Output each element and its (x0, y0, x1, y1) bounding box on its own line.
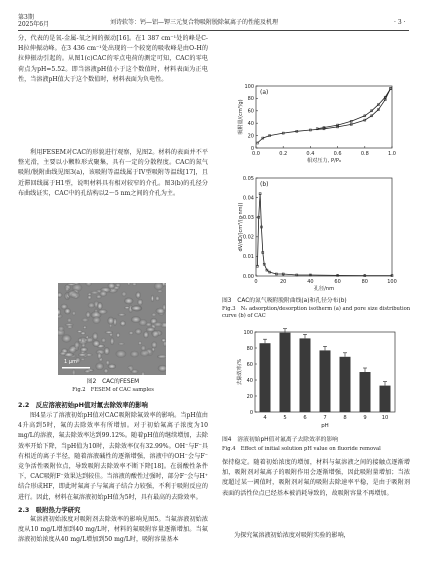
sem-particle (86, 311, 91, 318)
sem-particle (78, 353, 87, 357)
y-axis-label: dV/dD/(cm³/(g·nm)) (238, 202, 244, 252)
bar (320, 350, 331, 412)
sem-particle (161, 338, 166, 342)
x-axis-label: 相对压力, P/P₀ (306, 158, 342, 164)
bar (260, 343, 271, 412)
sem-particle (77, 330, 83, 333)
y-tick-label: 100 (243, 329, 253, 336)
sem-particle (116, 350, 127, 358)
sem-particle (100, 291, 108, 297)
y-tick-label: 0.01 (242, 254, 254, 261)
running-title: 刘诗软等：钙—铝—钾三元复合物吸附脱除氟离子的性能及机理 (110, 19, 279, 26)
sem-particle (98, 309, 108, 314)
sem-particle (136, 292, 141, 299)
x-tick-label: 0 (254, 279, 258, 285)
y-tick-label: 20 (247, 133, 254, 140)
sem-particle (97, 302, 102, 310)
sem-particle (138, 341, 142, 345)
sem-particle (110, 337, 114, 345)
sem-particle (104, 347, 110, 355)
sem-particle (135, 329, 142, 335)
issue-date: 2025年6月 (18, 21, 50, 28)
sem-particle (107, 317, 114, 325)
x-tick-label: 10 (381, 415, 389, 421)
panel-label: (a) (260, 89, 269, 96)
sem-particle (124, 306, 130, 309)
x-tick-label: 0.6 (333, 151, 342, 157)
sem-particle (151, 313, 156, 317)
sem-particle (140, 350, 149, 357)
sem-particle (129, 331, 134, 335)
sem-particle (120, 321, 126, 327)
x-tick-label: 7 (323, 415, 327, 421)
x-tick-label: 40 (307, 279, 314, 285)
y-tick-label: 40 (247, 121, 254, 127)
y-tick-label: 0 (249, 409, 253, 416)
y-tick-label: 80 (247, 96, 254, 103)
bar (360, 372, 371, 412)
sem-particle (131, 316, 141, 323)
figure-caption-en: Fig.2 FESEM of CAC samples (72, 387, 154, 393)
x-tick-label: 60 (334, 279, 341, 285)
sem-particle (106, 360, 110, 365)
isotherm-chart (222, 80, 402, 168)
x-axis-label: 孔径/nm (313, 286, 335, 292)
y-tick-label: 0.04 (242, 195, 254, 202)
y-axis-label: 去除效率/% (237, 358, 243, 386)
x-tick-label: 0.2 (279, 151, 288, 157)
sem-particle (157, 290, 163, 293)
x-tick-label: 6 (303, 415, 307, 421)
page-number: · 3 · (394, 19, 406, 26)
sem-particle (143, 331, 148, 338)
figure-caption-cn: 图3 CAC的氮气吸附脱附曲线(a)和孔径分布(b) (222, 298, 347, 304)
sem-particle (151, 295, 154, 302)
sem-particle (83, 326, 87, 329)
y-tick-label: 0 (250, 145, 254, 152)
sem-particle (153, 322, 163, 327)
sem-particle (58, 326, 64, 332)
sem-particle (91, 291, 99, 294)
y-tick-label: 80 (246, 345, 253, 352)
body-paragraph: 利用FESEM对CAC的形貌进行观察，见图2。材料的表面并不平整光滑，主要以小颗粒形式聚集，具有一定的分散程度。CAC的氮气吸附/脱附曲线见图3(a)，该吸附等温线属于IV型吸附等温线[17]，且近滞回线属于H1型，说明材料具有相对较窄的介孔。图3(b)的孔径分布曲线证实，CAC中的孔结构以2～5 nm之间的介孔为主。 (18, 149, 208, 197)
sem-particle (71, 292, 81, 298)
sem-particle (137, 299, 143, 306)
y-tick-label: 40 (246, 377, 253, 384)
sem-image (58, 283, 166, 375)
sem-particle (80, 347, 88, 352)
x-tick-label: 5 (283, 415, 287, 421)
sem-particle (88, 302, 95, 308)
sem-particle (81, 358, 85, 361)
pore-size-chart (222, 172, 402, 297)
sem-particle (95, 363, 104, 371)
bar (340, 357, 351, 412)
x-axis-label: pH (321, 423, 329, 429)
ph-bar-chart (225, 326, 405, 434)
x-tick-label: 80 (361, 279, 368, 285)
y-tick-label: 60 (246, 361, 253, 368)
sem-particle (118, 342, 125, 345)
y-tick-label: 0.05 (242, 175, 254, 182)
sem-particle (130, 351, 139, 358)
sem-particle (146, 327, 155, 332)
figure-caption-en: Fig.3 N₂ adsorption/desorption isotherm (a) and pore size distribution curve (b) of CAC (222, 306, 411, 319)
sem-particle (61, 304, 68, 310)
sem-particle (101, 338, 106, 343)
section-heading: 2.3 吸附热力学研究 (18, 506, 81, 514)
sem-particle (65, 323, 74, 326)
figure-caption-cn: 图2 CAC的FESEM (86, 379, 140, 385)
sem-particle (87, 295, 91, 299)
body-paragraph: 分，代表的是氧-金属-氧之间的振动[16]。在1 387 cm⁻¹处的峰是C-H拉伸振动峰。在3 436 cm⁻¹处出现的一个较宽的吸收峰是由O-H的拉伸振动引起的。从图1(c)CAC的零点电荷的测定可知，CAC的零电荷点为pH=5.52。即当溶液pH值小于这个数值时，材料表面为正电性，当溶液pH值大于这个数值时，材料表面为负电性。 (18, 35, 208, 83)
sem-particle (67, 318, 72, 323)
sem-particle (67, 326, 73, 328)
figure-caption-en: Fig.4 Effect of initial solution pH value on fluoride removal (222, 446, 381, 452)
sem-particle (122, 291, 127, 296)
body-paragraph: 保持稳定。随着初始浓度的增加，材料与氟溶液之间的接触点逐渐增加，吸附剂对氟离子的吸附作用会逐渐增强，因此吸附量增加；当浓度超过某一阈值时，吸附剂对氟的吸附去除速率平稳，是由于吸附剂表面的活性位点已经基本被消耗导致的，故吸附容量不再增加。 (222, 459, 410, 497)
sem-particle (82, 318, 89, 322)
sem-particle (84, 339, 88, 342)
bar (280, 333, 291, 412)
y-tick-label: 0.00 (242, 273, 254, 280)
sem-particle (65, 287, 69, 291)
section-heading: 2.2 反应溶液初始pH值对氟去除效率的影响 (18, 401, 148, 409)
sem-particle (129, 365, 133, 372)
x-tick-label: 1.0 (388, 151, 396, 157)
bar (300, 338, 311, 412)
sem-particle (155, 296, 159, 301)
x-tick-label: 20 (280, 279, 287, 285)
scale-bar-label: 1 μm (64, 359, 77, 365)
sem-particle (84, 370, 91, 373)
series-line (257, 194, 392, 276)
y-tick-label: 20 (246, 393, 253, 400)
issue-number: 第3期 (18, 14, 34, 21)
x-tick-label: 0.4 (306, 151, 315, 157)
sem-particle (105, 331, 113, 334)
sem-particle (151, 341, 157, 348)
body-paragraph: 为探究氟溶液初始浓度对吸附实验的影响， (234, 532, 350, 539)
sem-particle (124, 298, 133, 305)
sem-particle (74, 341, 79, 348)
plot-frame (256, 178, 392, 276)
bar (380, 386, 391, 412)
sem-particle (67, 283, 76, 286)
sem-particle (116, 333, 120, 338)
sem-particle (104, 368, 109, 373)
y-tick-label: 0.03 (242, 215, 254, 221)
sem-particle (62, 334, 72, 342)
sem-particle (97, 352, 101, 359)
sem-particle (72, 311, 76, 315)
y-tick-label: 100 (244, 83, 254, 90)
sem-particle (131, 306, 142, 311)
body-paragraph: 图4显示了溶液初始pH值对CAC吸附除氟效率的影响。当pH值由4升高到5时，氟的去除效率有所增加。对于初始氟离子浓度为10 mg/L的溶液，氟去除效率达到99.12%。随着pH值的继续增加，去除效率开始下降，当pH值为10时，去除效率仅有32.99%。OH⁻与F⁻具有相近的离子半径，随着溶液碱性的逐渐增强，溶液中的OH⁻会与F⁻竞争活性吸附位点，导致吸附去除效率不断下降[18]。在弱酸性条件下，CAC吸附F⁻效果达到较佳。当溶液的酸性过强时，部分F⁻会与H⁺结合形成HF，即此时氟离子与氟离子结合力较强，不利于吸附反应的进行。因此，材料在氟溶液初始pH值为5时，具有最高的去除效率。 (18, 412, 208, 501)
y-axis-label: 吸附量/(cm³/g) (238, 99, 244, 135)
sem-particle (60, 352, 67, 356)
body-paragraph: 氟溶液初始浓度对吸附剂去除效率的影响见图5。当氟溶液初始浓度从10 mg/L增加到40 mg/L时，材料的氟吸附容量逐渐增加。当氟溶液初始浓度从40 mg/L增加到50 mg/L时，吸附容量基本 (18, 516, 208, 544)
sem-particle (118, 313, 126, 316)
x-tick-label: 8 (343, 415, 347, 421)
figure-caption-cn: 图4 溶液初始pH值对氟离子去除效率的影响 (222, 437, 339, 443)
x-tick-label: 4 (263, 415, 267, 421)
sem-particle (92, 333, 98, 341)
sem-particle (78, 338, 82, 342)
x-tick-label: 9 (363, 415, 367, 421)
x-tick-label: 0.0 (252, 151, 260, 157)
y-tick-label: 60 (247, 108, 254, 115)
x-tick-label: 0.8 (360, 151, 369, 157)
y-tick-label: 0.02 (242, 234, 254, 241)
panel-label: (b) (260, 181, 269, 188)
x-tick-label: 100 (387, 279, 397, 285)
sem-particle (92, 316, 100, 324)
header-rule (18, 30, 409, 31)
sem-particle (93, 340, 101, 347)
sem-particle (163, 304, 166, 311)
